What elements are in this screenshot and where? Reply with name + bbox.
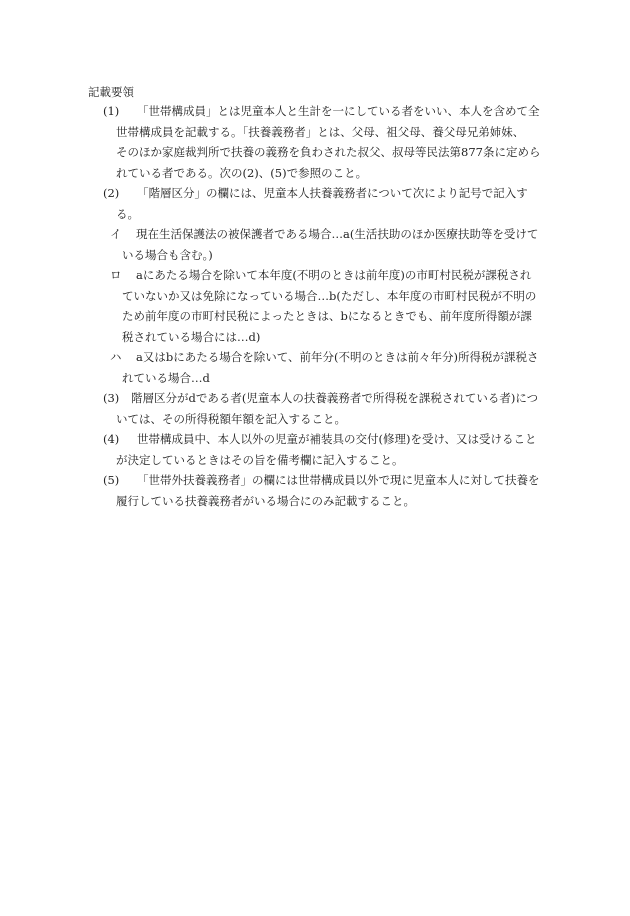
note-item-1-line-4: れている者である。次の(2)、(5)で参照のこと。 xyxy=(116,165,368,180)
note-item-4 xyxy=(103,429,537,450)
note-item-2 xyxy=(103,183,528,204)
note-subitem-i-continuation xyxy=(122,245,213,266)
note-subitem-ha-marker: ハ xyxy=(110,350,122,364)
note-item-3-marker: (3) xyxy=(103,391,120,405)
note-item-1-line-2: 世帯構成員を記載する。「扶養義務者」とは、父母、祖父母、養父母兄弟姉妹、 xyxy=(116,124,525,139)
note-item-5-line-2: 履行している扶養義務者がいる場合にのみ記載すること。 xyxy=(116,493,415,508)
note-item-5-continuation xyxy=(116,491,415,512)
note-subitem-i-line-1: イ 現在生活保護法の被保護者である場合…a(生活扶助のほか医療扶助等を受けて xyxy=(110,224,538,245)
note-item-3-line-1: (3) 階層区分がdである者(児童本人の扶養義務者で所得税を課税されている者)につ xyxy=(103,388,538,409)
note-item-3-continuation xyxy=(116,409,346,430)
note-subitem-i-line-2: いる場合も含む。) xyxy=(122,247,213,262)
note-item-1-continuation xyxy=(116,122,540,184)
note-item-2-line-1: (2) 「階層区分」の欄には、児童本人扶養義務者について次により記号で記入す xyxy=(103,183,528,204)
note-subitem-ha-continuation xyxy=(122,368,210,389)
note-subitem-i xyxy=(110,224,538,245)
note-item-5 xyxy=(103,470,540,491)
note-subitem-ro xyxy=(110,265,531,286)
note-item-4-line-1: (4) 世帯構成員中、本人以外の児童が補装具の交付(修理)を受け、又は受けること xyxy=(103,429,537,450)
note-item-4-line-2: が決定しているときはその旨を備考欄に記入すること。 xyxy=(116,452,404,467)
note-item-1-line-3: そのほか家庭裁判所で扶養の義務を負わされた叔父、叔母等民法第877条に定めら xyxy=(116,145,541,159)
note-item-4-continuation xyxy=(116,450,404,471)
note-item-3-line-2: いては、その所得税額年額を記入すること。 xyxy=(116,411,346,426)
note-item-1-line-1: (1) 「世帯構成員」とは児童本人と生計を一にしている者をいい、本人を含めて全 xyxy=(103,101,540,122)
note-subitem-ha-line-1: ハ a又はbにあたる場合を除いて、前年分(不明のときは前々年分)所得税が課税さ xyxy=(110,347,538,368)
note-subitem-ro-line-1: ロ aにあたる場合を除いて本年度(不明のときは前年度)の市町村民税が課税され xyxy=(110,265,531,286)
note-item-1 xyxy=(103,101,540,122)
document-heading: 記載要領 xyxy=(88,85,134,99)
note-item-2-marker: (2) xyxy=(103,186,120,200)
note-subitem-ro-line-2: ていないか又は免除になっている場合…b(ただし、本年度の市町村民税が不明の xyxy=(122,288,537,303)
note-subitem-ro-marker: ロ xyxy=(110,268,122,282)
note-subitem-ro-line-3: ため前年度の市町村民税によったときは、bになるときでも、前年度所得額が課 xyxy=(122,309,532,323)
note-subitem-ro-line-4: 税されている場合には…d) xyxy=(122,329,261,344)
note-subitem-i-marker: イ xyxy=(110,227,122,241)
note-item-4-marker: (4) xyxy=(103,432,120,446)
note-item-3 xyxy=(103,388,538,409)
note-subitem-ha xyxy=(110,347,538,368)
note-item-2-line-2: る。 xyxy=(116,206,139,221)
note-item-5-marker: (5) xyxy=(103,473,120,487)
note-item-2-continuation xyxy=(116,204,139,225)
note-subitem-ro-continuation xyxy=(122,286,536,348)
note-item-5-line-1: (5) 「世帯外扶養義務者」の欄には世帯構成員以外で現に児童本人に対して扶養を xyxy=(103,470,540,491)
note-subitem-ha-line-2: れている場合…d xyxy=(122,370,210,385)
note-item-1-marker: (1) xyxy=(103,104,120,118)
